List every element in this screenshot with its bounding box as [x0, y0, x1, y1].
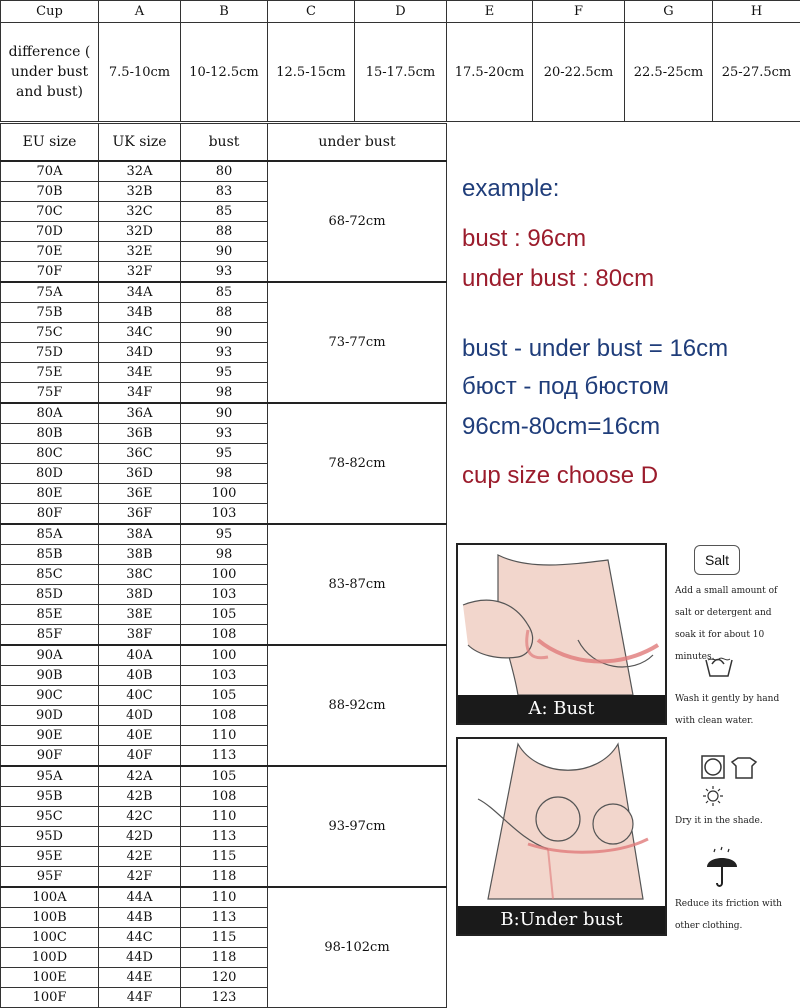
- eu-size-cell: 95F: [1, 867, 99, 888]
- size-header-row: [1, 124, 447, 162]
- bust-cell: 98: [181, 545, 268, 565]
- uk-size-cell: 42B: [99, 787, 181, 807]
- eu-size-cell: 80C: [1, 444, 99, 464]
- under-bust-cell: 98-102cm: [268, 887, 447, 1008]
- bust-cell: 88: [181, 222, 268, 242]
- cup-header-row: [1, 1, 800, 23]
- uk-size-cell: 44B: [99, 908, 181, 928]
- bust-cell: 83: [181, 182, 268, 202]
- bust-cell: 103: [181, 504, 268, 525]
- bust-cell: 123: [181, 988, 268, 1008]
- uk-size-cell: 44A: [99, 887, 181, 908]
- difference-value: 7.5-10cm: [99, 23, 181, 122]
- uk-size-cell: 36C: [99, 444, 181, 464]
- uk-size-cell: 32E: [99, 242, 181, 262]
- uk-size-cell: 38C: [99, 565, 181, 585]
- bust-cell: 115: [181, 847, 268, 867]
- eu-size-cell: 90A: [1, 645, 99, 666]
- eu-size-cell: 100B: [1, 908, 99, 928]
- uk-size-cell: 38E: [99, 605, 181, 625]
- eu-size-cell: 80B: [1, 424, 99, 444]
- eu-size-cell: 80E: [1, 484, 99, 504]
- uk-size-cell: 32A: [99, 161, 181, 182]
- size-row: [1, 887, 447, 908]
- under-bust-cell: 93-97cm: [268, 766, 447, 887]
- cup-difference-table: [0, 0, 800, 122]
- bust-cell: 93: [181, 343, 268, 363]
- uk-size-cell: 42C: [99, 807, 181, 827]
- bust-cell: 93: [181, 424, 268, 444]
- size-table: [0, 123, 447, 1008]
- cup-letter: F: [533, 1, 625, 23]
- uk-size-cell: 36E: [99, 484, 181, 504]
- difference-row: [1, 23, 800, 122]
- bust-caption: A: Bust: [458, 695, 665, 723]
- uk-size-cell: 40D: [99, 706, 181, 726]
- bust-cell: 95: [181, 524, 268, 545]
- eu-size-cell: 95B: [1, 787, 99, 807]
- uk-size-cell: 34C: [99, 323, 181, 343]
- example-formula: bust - under bust = 16cm: [462, 335, 728, 363]
- bust-cell: 108: [181, 706, 268, 726]
- hand-wash-icon: [704, 652, 734, 678]
- uk-size-cell: 36B: [99, 424, 181, 444]
- eu-size-cell: 100D: [1, 948, 99, 968]
- uk-size-cell: 40C: [99, 686, 181, 706]
- uk-size-header: UK size: [99, 124, 181, 162]
- under-bust-cell: 78-82cm: [268, 403, 447, 524]
- eu-size-cell: 80F: [1, 504, 99, 525]
- example-calculation: 96cm-80cm=16cm: [462, 413, 660, 441]
- size-row: [1, 645, 447, 666]
- bust-cell: 98: [181, 383, 268, 404]
- eu-size-cell: 85C: [1, 565, 99, 585]
- difference-value: 15-17.5cm: [355, 23, 447, 122]
- bust-cell: 103: [181, 585, 268, 605]
- eu-size-cell: 85B: [1, 545, 99, 565]
- eu-size-header: EU size: [1, 124, 99, 162]
- bust-cell: 108: [181, 625, 268, 646]
- uk-size-cell: 38B: [99, 545, 181, 565]
- cup-letter: A: [99, 1, 181, 23]
- cup-letter: C: [268, 1, 355, 23]
- difference-value: 12.5-15cm: [268, 23, 355, 122]
- bust-header: bust: [181, 124, 268, 162]
- bust-cell: 120: [181, 968, 268, 988]
- uk-size-cell: 38A: [99, 524, 181, 545]
- sun-icon: [702, 785, 724, 807]
- eu-size-cell: 70F: [1, 262, 99, 283]
- eu-size-cell: 75F: [1, 383, 99, 404]
- dry-shade-instruction: Dry it in the shade.: [675, 810, 785, 832]
- eu-size-cell: 75C: [1, 323, 99, 343]
- bust-cell: 85: [181, 282, 268, 303]
- eu-size-cell: 75E: [1, 363, 99, 383]
- eu-size-cell: 85D: [1, 585, 99, 605]
- eu-size-cell: 85A: [1, 524, 99, 545]
- example-bust: bust : 96cm: [462, 225, 586, 253]
- difference-value: 22.5-25cm: [625, 23, 713, 122]
- bust-cell: 110: [181, 887, 268, 908]
- uk-size-cell: 34B: [99, 303, 181, 323]
- bust-cell: 100: [181, 484, 268, 504]
- difference-value: 10-12.5cm: [181, 23, 268, 122]
- bust-cell: 115: [181, 928, 268, 948]
- eu-size-cell: 75B: [1, 303, 99, 323]
- uk-size-cell: 44D: [99, 948, 181, 968]
- eu-size-cell: 95D: [1, 827, 99, 847]
- uk-size-cell: 36F: [99, 504, 181, 525]
- bust-cell: 100: [181, 565, 268, 585]
- cup-letter: H: [713, 1, 800, 23]
- bust-cell: 105: [181, 686, 268, 706]
- eu-size-cell: 70E: [1, 242, 99, 262]
- uk-size-cell: 42A: [99, 766, 181, 787]
- uk-size-cell: 36A: [99, 403, 181, 424]
- bust-cell: 80: [181, 161, 268, 182]
- example-formula-russian: бюст - под бюстом: [462, 373, 669, 401]
- eu-size-cell: 90B: [1, 666, 99, 686]
- eu-size-cell: 90C: [1, 686, 99, 706]
- uk-size-cell: 32B: [99, 182, 181, 202]
- bust-cell: 98: [181, 464, 268, 484]
- bust-cell: 113: [181, 746, 268, 767]
- uk-size-cell: 32C: [99, 202, 181, 222]
- example-under-bust: under bust : 80cm: [462, 265, 654, 293]
- uk-size-cell: 34E: [99, 363, 181, 383]
- bust-cell: 103: [181, 666, 268, 686]
- bust-cell: 110: [181, 807, 268, 827]
- example-result: cup size choose D: [462, 462, 658, 490]
- under-bust-caption: B:Under bust: [458, 906, 665, 934]
- cup-letter: G: [625, 1, 713, 23]
- eu-size-cell: 90F: [1, 746, 99, 767]
- uk-size-cell: 36D: [99, 464, 181, 484]
- difference-value: 20-22.5cm: [533, 23, 625, 122]
- bust-cell: 110: [181, 726, 268, 746]
- uk-size-cell: 38D: [99, 585, 181, 605]
- eu-size-cell: 85E: [1, 605, 99, 625]
- eu-size-cell: 90E: [1, 726, 99, 746]
- eu-size-cell: 95E: [1, 847, 99, 867]
- cup-letter: D: [355, 1, 447, 23]
- under-bust-cell: 83-87cm: [268, 524, 447, 645]
- under-bust-figure-icon: [458, 739, 665, 934]
- cup-header-label: Cup: [1, 1, 99, 23]
- uk-size-cell: 32D: [99, 222, 181, 242]
- umbrella-icon: [705, 845, 739, 889]
- uk-size-cell: 32F: [99, 262, 181, 283]
- bust-cell: 90: [181, 403, 268, 424]
- uk-size-cell: 38F: [99, 625, 181, 646]
- eu-size-cell: 70C: [1, 202, 99, 222]
- uk-size-cell: 34A: [99, 282, 181, 303]
- salt-instruction: Add a small amount of salt or detergent and soak it for about 10 minutes.: [675, 580, 785, 668]
- uk-size-cell: 34F: [99, 383, 181, 404]
- bust-cell: 85: [181, 202, 268, 222]
- eu-size-cell: 85F: [1, 625, 99, 646]
- friction-instruction: Reduce its friction with other clothing.: [675, 893, 785, 937]
- eu-size-cell: 70A: [1, 161, 99, 182]
- under-bust-cell: 73-77cm: [268, 282, 447, 403]
- uk-size-cell: 42F: [99, 867, 181, 888]
- bust-cell: 95: [181, 444, 268, 464]
- uk-size-cell: 42D: [99, 827, 181, 847]
- uk-size-cell: 44F: [99, 988, 181, 1008]
- under-bust-cell: 88-92cm: [268, 645, 447, 766]
- eu-size-cell: 100F: [1, 988, 99, 1008]
- bust-cell: 113: [181, 908, 268, 928]
- tumble-dry-icon: [700, 754, 760, 780]
- under-bust-cell: 68-72cm: [268, 161, 447, 282]
- uk-size-cell: 40E: [99, 726, 181, 746]
- bust-cell: 90: [181, 242, 268, 262]
- uk-size-cell: 40F: [99, 746, 181, 767]
- eu-size-cell: 80D: [1, 464, 99, 484]
- eu-size-cell: 90D: [1, 706, 99, 726]
- difference-value: 17.5-20cm: [447, 23, 533, 122]
- uk-size-cell: 40B: [99, 666, 181, 686]
- bust-cell: 118: [181, 948, 268, 968]
- size-row: [1, 766, 447, 787]
- bust-cell: 95: [181, 363, 268, 383]
- uk-size-cell: 44E: [99, 968, 181, 988]
- salt-icon: Salt: [694, 545, 740, 575]
- size-row: [1, 161, 447, 182]
- eu-size-cell: 100C: [1, 928, 99, 948]
- bust-cell: 118: [181, 867, 268, 888]
- eu-size-cell: 100A: [1, 887, 99, 908]
- under-bust-header: under bust: [268, 124, 447, 162]
- eu-size-cell: 75A: [1, 282, 99, 303]
- eu-size-cell: 95A: [1, 766, 99, 787]
- bust-measure-illustration: [456, 543, 667, 725]
- example-title: example:: [462, 175, 559, 203]
- under-bust-measure-illustration: [456, 737, 667, 936]
- bust-cell: 113: [181, 827, 268, 847]
- bust-cell: 93: [181, 262, 268, 283]
- size-row: [1, 403, 447, 424]
- eu-size-cell: 95C: [1, 807, 99, 827]
- uk-size-cell: 40A: [99, 645, 181, 666]
- eu-size-cell: 70D: [1, 222, 99, 242]
- hand-wash-instruction: Wash it gently by hand with clean water.: [675, 688, 785, 732]
- bust-cell: 100: [181, 645, 268, 666]
- bust-cell: 108: [181, 787, 268, 807]
- size-row: [1, 282, 447, 303]
- eu-size-cell: 70B: [1, 182, 99, 202]
- uk-size-cell: 44C: [99, 928, 181, 948]
- uk-size-cell: 42E: [99, 847, 181, 867]
- bust-cell: 90: [181, 323, 268, 343]
- difference-label: difference ( under bust and bust): [1, 23, 99, 122]
- difference-value: 25-27.5cm: [713, 23, 800, 122]
- eu-size-cell: 100E: [1, 968, 99, 988]
- size-row: [1, 524, 447, 545]
- bust-cell: 105: [181, 766, 268, 787]
- bust-cell: 105: [181, 605, 268, 625]
- bust-cell: 88: [181, 303, 268, 323]
- cup-letter: E: [447, 1, 533, 23]
- uk-size-cell: 34D: [99, 343, 181, 363]
- eu-size-cell: 75D: [1, 343, 99, 363]
- cup-letter: B: [181, 1, 268, 23]
- eu-size-cell: 80A: [1, 403, 99, 424]
